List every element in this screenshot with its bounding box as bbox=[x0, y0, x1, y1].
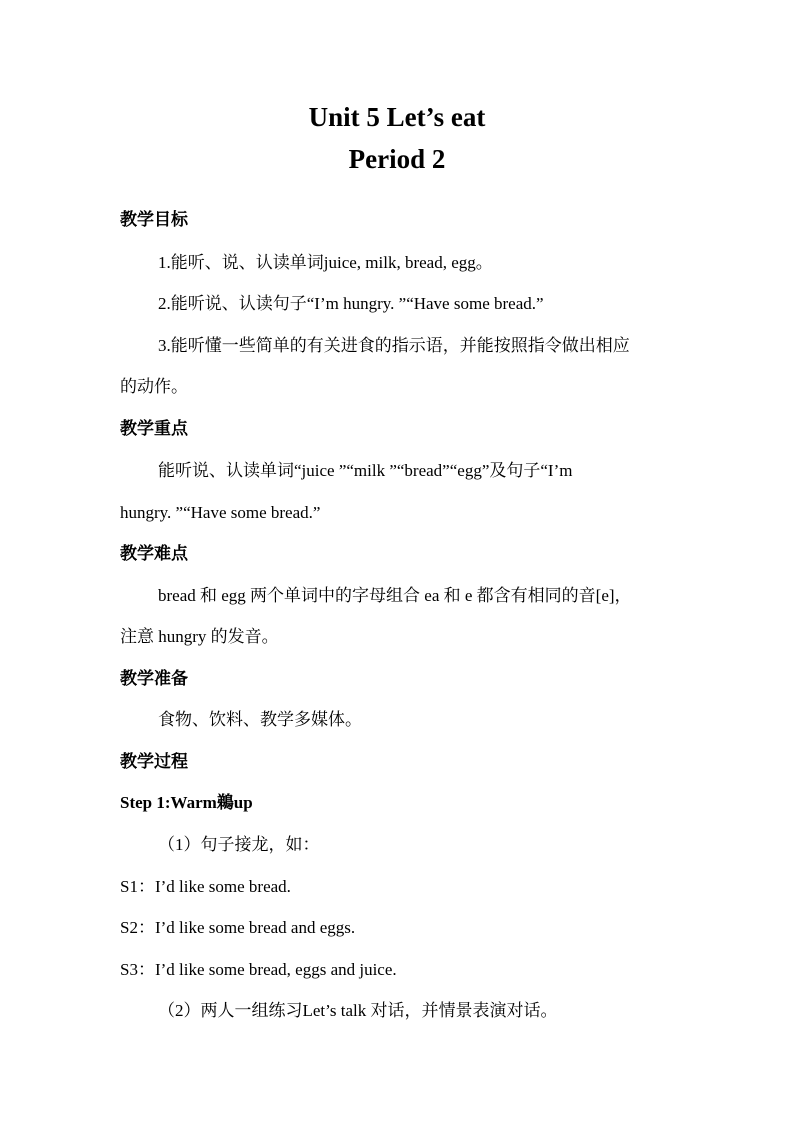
step1-heading: Step 1:Warm鵜up bbox=[120, 793, 253, 812]
preparation-text: 食物、饮料、教学多媒体。 bbox=[158, 710, 362, 729]
step1-item-1: （1）句子接龙，如： bbox=[158, 835, 320, 854]
step1-item-2: （2）两人一组练习Let’s talk 对话，并情景表演对话。 bbox=[158, 1001, 558, 1020]
student-line-2: S2：I’d like some bread and eggs. bbox=[120, 918, 356, 937]
document-title: Unit 5 Let’s eat bbox=[308, 102, 486, 132]
objective-2: 2.能听说、认读句子“I’m hungry. ”“Have some bread.” bbox=[158, 294, 544, 313]
student-line-1: S1：I’d like some bread. bbox=[120, 877, 291, 896]
student-line-3: S3：I’d like some bread, eggs and juice. bbox=[120, 960, 397, 979]
objective-1: 1.能听、说、认读单词juice, milk, bread, egg。 bbox=[158, 253, 493, 272]
objective-3-line-2: 的动作。 bbox=[120, 377, 188, 396]
objective-3-line-1: 3.能听懂一些简单的有关进食的指示语，并能按照指令做出相应 bbox=[158, 336, 630, 355]
process-heading: 教学过程 bbox=[120, 752, 188, 771]
objectives-heading: 教学目标 bbox=[120, 210, 188, 229]
difficulties-line-2: 注意 hungry 的发音。 bbox=[120, 627, 279, 646]
difficulties-heading: 教学难点 bbox=[120, 544, 188, 563]
document-subtitle: Period 2 bbox=[348, 144, 446, 174]
difficulties-line-1: bread 和 egg 两个单词中的字母组合 ea 和 e 都含有相同的音[e]， bbox=[158, 586, 632, 605]
key-points-line-2: hungry. ”“Have some bread.” bbox=[120, 503, 321, 522]
preparation-heading: 教学准备 bbox=[120, 669, 188, 688]
key-points-line-1: 能听说、认读单词“juice ”“milk ”“bread”“egg”及句子“I’m bbox=[158, 461, 573, 480]
key-points-heading: 教学重点 bbox=[120, 419, 188, 438]
